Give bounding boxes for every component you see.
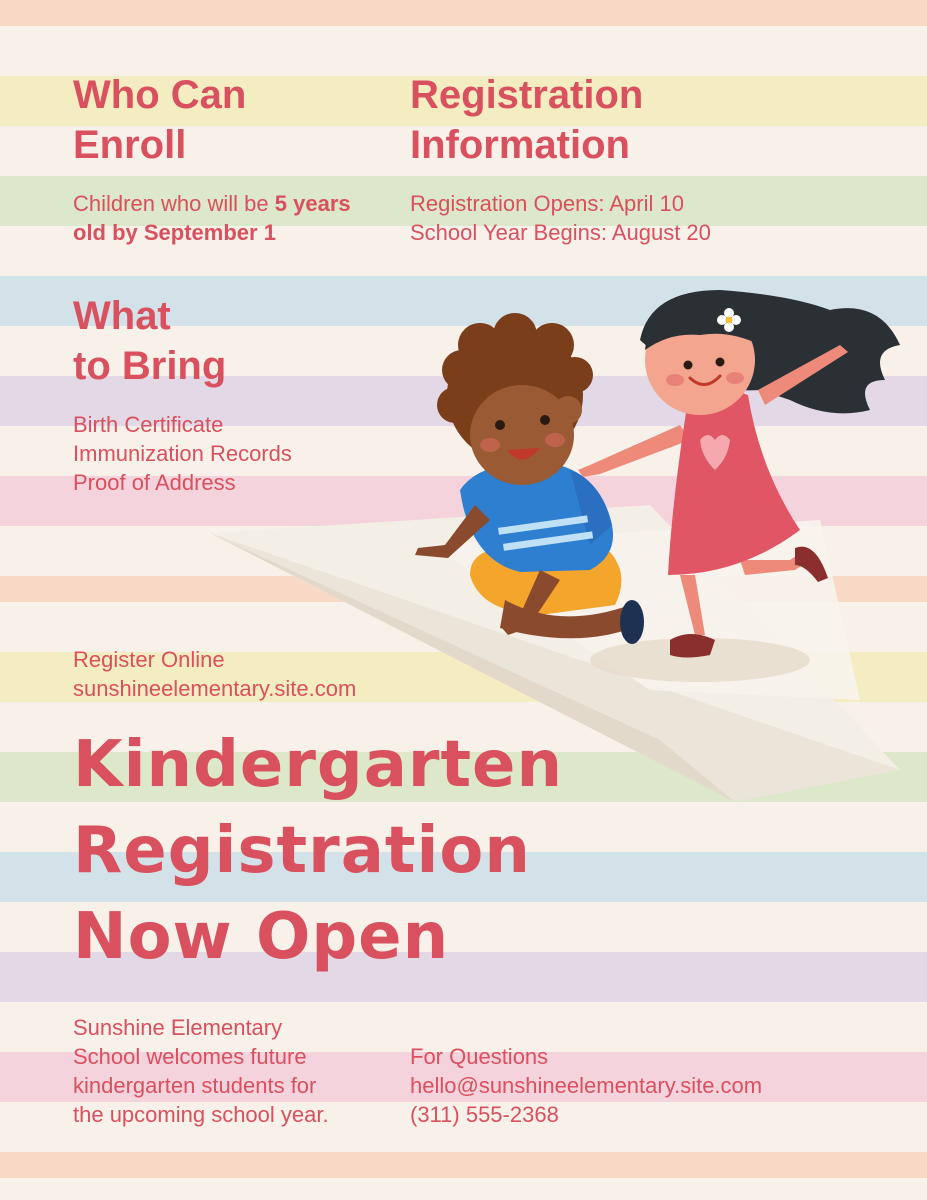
title-line2: Registration	[73, 814, 531, 888]
about-line: Sunshine Elementary	[73, 1015, 283, 1040]
enroll-body	[73, 189, 383, 247]
title-line3: Now Open	[73, 900, 450, 974]
about-line: the upcoming school year.	[73, 1102, 329, 1127]
bring-heading-line2: to Bring	[73, 344, 227, 388]
registration-heading	[410, 70, 643, 170]
bring-item: Proof of Address	[73, 470, 236, 495]
registration-opens: Registration Opens: April 10	[410, 191, 684, 216]
about-line: School welcomes future	[73, 1044, 307, 1069]
registration-heading-line1: Registration	[410, 73, 644, 117]
enroll-heading	[73, 70, 246, 170]
enroll-body-bold: 5 years old by September 1	[73, 191, 351, 245]
registration-body	[410, 189, 711, 247]
page-title	[73, 722, 563, 980]
title-line1: Kindergarten	[73, 728, 563, 802]
enroll-body-plain: Children who will be	[73, 191, 275, 216]
register-online-label: Register Online	[73, 647, 225, 672]
about-line: kindergarten students for	[73, 1073, 317, 1098]
about-text	[73, 1013, 329, 1129]
enroll-heading-line2: Enroll	[73, 123, 187, 167]
bring-item: Birth Certificate	[73, 412, 224, 437]
contact-phone[interactable]: (311) 555-2368	[410, 1102, 559, 1127]
registration-heading-line2: Information	[410, 123, 630, 167]
register-online-url[interactable]: sunshineelementary.site.com	[73, 676, 357, 701]
contact	[410, 1042, 762, 1129]
bring-heading-line1: What	[73, 294, 171, 338]
register-online	[73, 645, 356, 703]
bring-item: Immunization Records	[73, 441, 292, 466]
enroll-heading-line1: Who Can	[73, 73, 247, 117]
contact-email[interactable]: hello@sunshineelementary.site.com	[410, 1073, 763, 1098]
contact-label: For Questions	[410, 1044, 549, 1069]
bring-heading	[73, 291, 226, 391]
school-year-begins: School Year Begins: August 20	[410, 220, 711, 245]
bring-list	[73, 410, 292, 497]
